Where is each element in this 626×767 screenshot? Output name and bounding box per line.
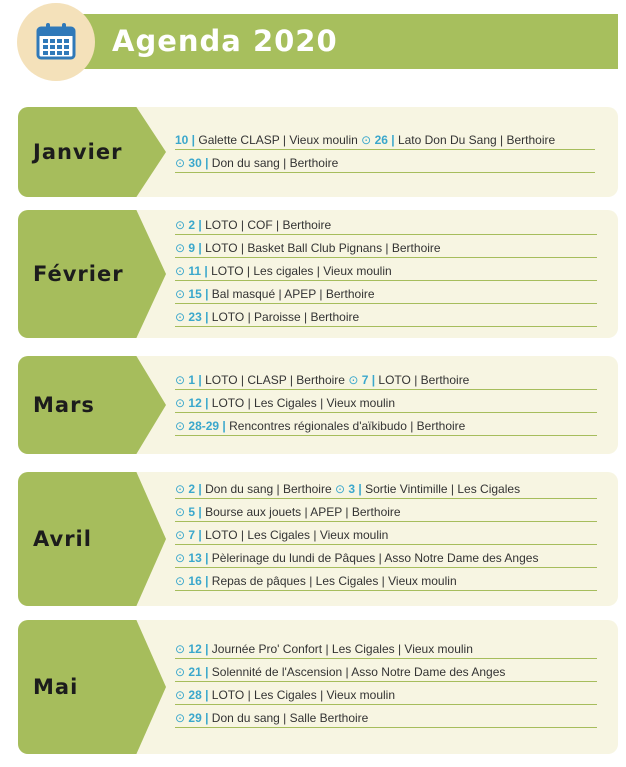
month-name: Avril <box>33 527 92 551</box>
event-item: ⊙ 28 | LOTO | Les Cigales | Vieux moulin <box>175 686 597 705</box>
month-section-avril <box>18 472 618 606</box>
event-item: ⊙ 7 | LOTO | Les Cigales | Vieux moulin <box>175 526 597 545</box>
event-item: ⊙ 15 | Bal masqué | APEP | Berthoire <box>175 285 597 304</box>
event-item: ⊙ 12 | LOTO | Les Cigales | Vieux moulin <box>175 394 597 413</box>
month-name: Janvier <box>33 140 123 164</box>
month-section-mars <box>18 356 618 454</box>
event-item: ⊙ 1 | LOTO | CLASP | Berthoire ⊙ 7 | LOTO | Berthoire <box>175 371 597 390</box>
event-item: 10 | Galette CLASP | Vieux moulin ⊙ 26 | Lato Don Du Sang | Berthoire <box>175 131 595 150</box>
event-item: ⊙ 28-29 | Rencontres régionales d'aïkibudo | Berthoire <box>175 417 597 436</box>
month-section-janvier <box>18 107 618 197</box>
event-item: ⊙ 12 | Journée Pro' Confort | Les Cigales | Vieux moulin <box>175 640 597 659</box>
event-item: ⊙ 13 | Pèlerinage du lundi de Pâques | Asso Notre Dame des Anges <box>175 549 597 568</box>
calendar-icon <box>36 22 76 64</box>
event-item: ⊙ 5 | Bourse aux jouets | APEP | Berthoire <box>175 503 597 522</box>
event-item: ⊙ 23 | LOTO | Paroisse | Berthoire <box>175 308 597 327</box>
month-name: Mars <box>33 393 95 417</box>
event-item: ⊙ 21 | Solennité de l'Ascension | Asso Notre Dame des Anges <box>175 663 597 682</box>
event-item: ⊙ 9 | LOTO | Basket Ball Club Pignans | Berthoire <box>175 239 597 258</box>
event-item: ⊙ 30 | Don du sang | Berthoire <box>175 154 595 173</box>
event-item: ⊙ 2 | LOTO | COF | Berthoire <box>175 216 597 235</box>
month-section-fevrier <box>18 210 618 338</box>
page-title: Agenda 2020 <box>112 24 338 58</box>
event-item: ⊙ 2 | Don du sang | Berthoire ⊙ 3 | Sortie Vintimille | Les Cigales <box>175 480 597 499</box>
event-item: ⊙ 16 | Repas de pâques | Les Cigales | Vieux moulin <box>175 572 597 591</box>
month-name: Février <box>33 262 124 286</box>
header-icon-circle <box>17 3 95 81</box>
event-item: ⊙ 11 | LOTO | Les cigales | Vieux moulin <box>175 262 597 281</box>
month-name: Mai <box>33 675 79 699</box>
event-item: ⊙ 29 | Don du sang | Salle Berthoire <box>175 709 597 728</box>
month-section-mai <box>18 620 618 754</box>
